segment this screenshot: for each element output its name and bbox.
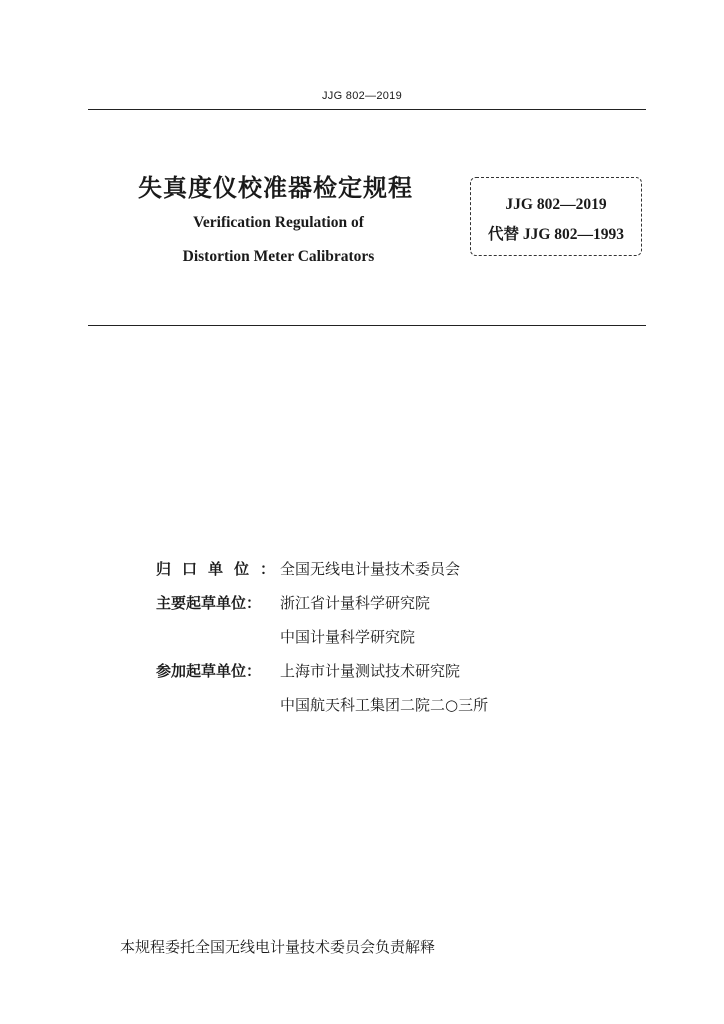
main-drafter-label: 主要起草单位： — [156, 594, 262, 612]
standard-code-box — [470, 177, 642, 256]
title-chinese: 失真度仪校准器检定规程 — [138, 174, 413, 202]
title-english-line2: Distortion Meter Calibrators — [182, 248, 375, 265]
centralized-unit-value: 全国无线电计量技术委员会 — [280, 560, 461, 578]
centralized-unit-label: 归口单位： — [156, 560, 287, 578]
interpretation-note: 本规程委托全国无线电计量技术委员会负责解释 — [120, 938, 436, 956]
participating-drafter-value: 上海市计量测试技术研究院 — [280, 662, 461, 680]
middle-rule — [88, 325, 646, 326]
header-standard-code: JJG 802—2019 — [321, 90, 403, 102]
main-drafter-value: 浙江省计量科学研究院 — [280, 594, 431, 612]
main-drafter-value: 中国计量科学研究院 — [280, 628, 416, 646]
top-rule — [88, 109, 646, 110]
replaced-standard-code: 代替 JJG 802—1993 — [487, 226, 625, 243]
standard-code: JJG 802—2019 — [505, 196, 607, 213]
title-english-line1: Verification Regulation of — [193, 214, 364, 231]
participating-drafter-value: 中国航天科工集团二院二○三所 — [280, 696, 489, 714]
participating-drafter-label: 参加起草单位： — [156, 662, 262, 680]
